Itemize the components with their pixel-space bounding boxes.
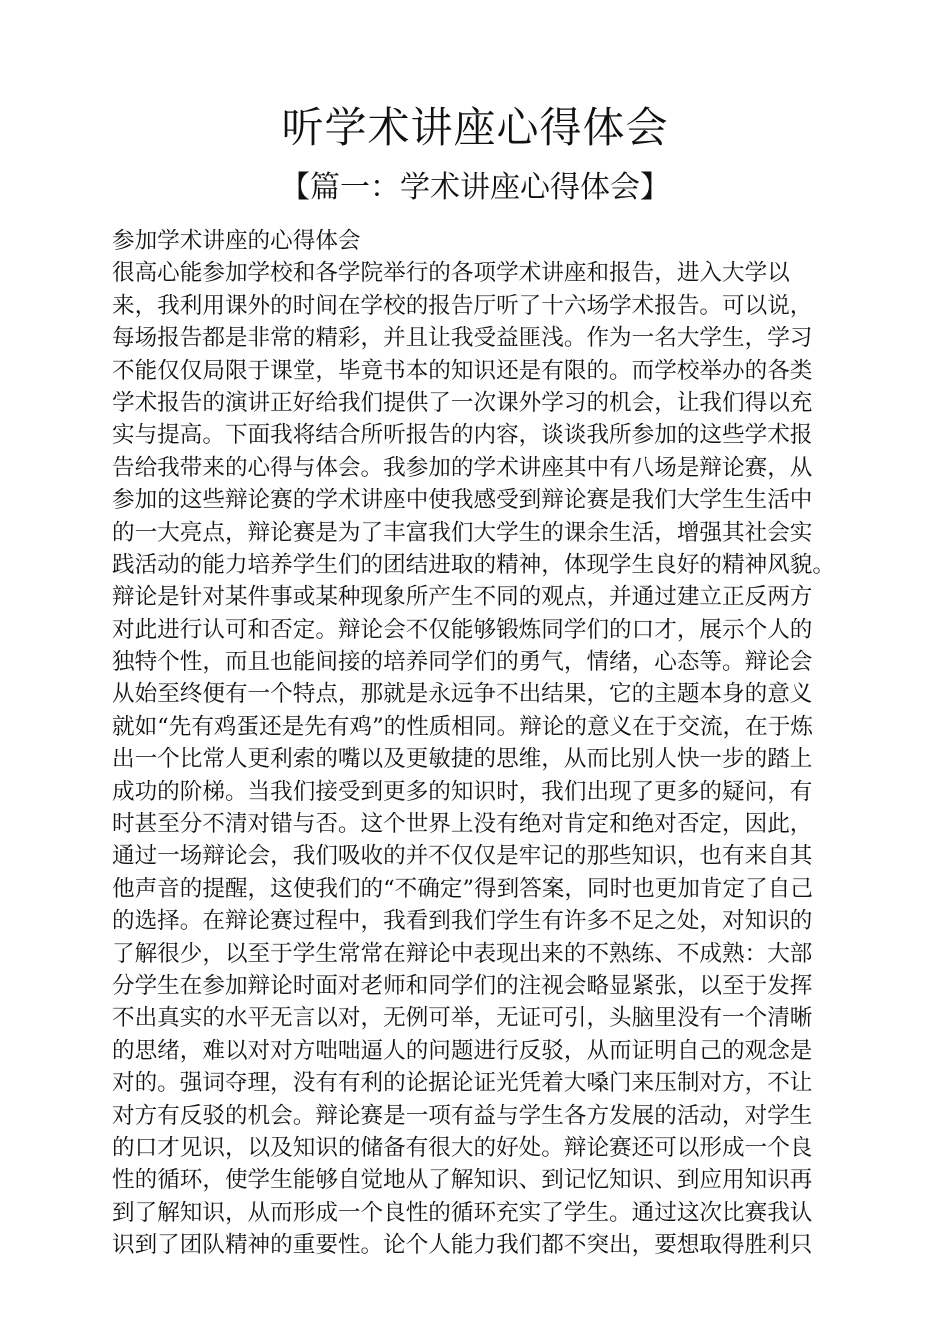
body-line: 的一大亮点，辩论赛是为了丰富我们大学生的课余生活，增强其社会实 [112,519,813,546]
body-line: 从始至终便有一个特点，那就是永远争不出结果，它的主题本身的意义 [112,681,813,708]
body-line: 到了解知识，从而形成一个良性的循环充实了学生。通过这次比赛我认 [112,1199,813,1226]
body-line: 识到了团队精神的重要性。论个人能力我们都不突出，要想取得胜利只 [112,1232,813,1259]
body-line: 通过一场辩论会，我们吸收的并不仅仅是牢记的那些知识，也有来自其 [112,843,813,870]
body-line: 成功的阶梯。当我们接受到更多的知识时，我们出现了更多的疑问，有 [112,778,813,805]
body-line: 对此进行认可和否定。辩论会不仅能够锻炼同学们的口才，展示个人的 [112,616,813,643]
body-line: 的口才见识，以及知识的储备有很大的好处。辩论赛还可以形成一个良 [112,1134,813,1161]
body-line: 时甚至分不清对错与否。这个世界上没有绝对肯定和绝对否定，因此， [112,811,813,838]
body-line: 独特个性，而且也能间接的培养同学们的勇气，情绪，心态等。辩论会 [112,649,813,676]
body-line: 不能仅仅局限于课堂，毕竟书本的知识还是有限的。而学校举办的各类 [112,357,813,384]
body-line: 参加的这些辩论赛的学术讲座中使我感受到辩论赛是我们大学生生活中 [112,487,813,514]
body-line: 践活动的能力培养学生们的团结进取的精神，体现学生良好的精神风貌。 [112,551,835,578]
body-line: 出一个比常人更利索的嘴以及更敏捷的思维，从而比别人快一步的踏上 [112,746,813,773]
body-line: 的思绪，难以对对方咄咄逼人的问题进行反驳，从而证明自己的观念是 [112,1037,813,1064]
body-line: 学术报告的演讲正好给我们提供了一次课外学习的机会，让我们得以充 [112,389,813,416]
body-line: 就如“先有鸡蛋还是先有鸡”的性质相同。辩论的意义在于交流，在于炼 [112,713,813,740]
body-line: 的选择。在辩论赛过程中，我看到我们学生有许多不足之处，对知识的 [112,908,813,935]
body-line: 辩论是针对某件事或某种现象所产生不同的观点，并通过建立正反两方 [112,584,813,611]
document-subtitle: 【篇一：学术讲座心得体会】 [280,170,670,205]
body-line: 不出真实的水平无言以对，无例可举，无证可引，头脑里没有一个清晰 [112,1005,813,1032]
body-line: 了解很少，以至于学生常常在辩论中表现出来的不熟练、不成熟：大部 [112,940,813,967]
body-line: 对方有反驳的机会。辩论赛是一项有益与学生各方发展的活动，对学生 [112,1102,813,1129]
body-line: 来，我利用课外的时间在学校的报告厅听了十六场学术报告。可以说， [112,292,813,319]
body-line: 他声音的提醒，这使我们的“不确定”得到答案，同时也更加肯定了自己 [112,875,813,902]
body-line: 每场报告都是非常的精彩，并且让我受益匪浅。作为一名大学生，学习 [112,325,813,352]
body-line: 实与提高。下面我将结合所听报告的内容，谈谈我所参加的这些学术报 [112,422,813,449]
document-body [112,225,852,1262]
body-line: 告给我带来的心得与体会。我参加的学术讲座其中有八场是辩论赛，从 [112,454,813,481]
body-line: 对的。强词夺理，没有有利的论据论证光凭着大嗓门来压制对方，不让 [112,1070,813,1097]
body-line: 参加学术讲座的心得体会 [112,228,361,254]
body-line: 很高心能参加学校和各学院举行的各项学术讲座和报告，进入大学以 [112,260,790,287]
body-line: 性的循环，使学生能够自觉地从了解知识、到记忆知识、到应用知识再 [112,1167,813,1194]
document-title: 听学术讲座心得体会 [281,103,669,152]
body-line: 分学生在参加辩论时面对老师和同学们的注视会略显紧张，以至于发挥 [112,972,813,999]
